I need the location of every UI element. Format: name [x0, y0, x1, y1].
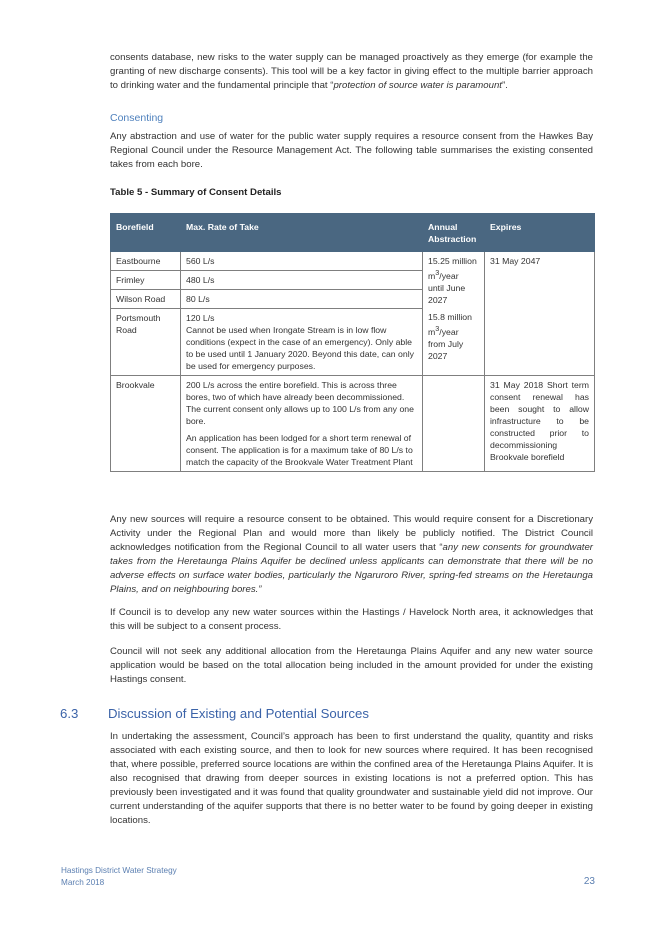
header-rate: Max. Rate of Take	[181, 214, 423, 252]
header-borefield: Borefield	[111, 214, 181, 252]
cell-annual: 15.25 million $m^3$/year until June 2027 15.8 million $m^3$/year from July 2027	[423, 252, 485, 376]
section-paragraph: In undertaking the assessment, Council’s approach has been to first understand the quality, quantity and risks associated with each existing source, and then to look for new sources where required. It has been recognised that, where possible, preferred source locations are within the confined area of the Heretaunga Plains Aquifer. It is also recognised that drawing from deeper sources in existing locations is not a preferred option. This has previously been investigated and it was found that quality groundwater and sustainable yield did not improve. Our current understanding of the aquifer supports that there is no better water to be found by going deeper in existing locations.	[110, 731, 593, 826]
consenting-heading: Consenting	[110, 112, 164, 124]
cell-rate: 560 L/s	[181, 252, 423, 271]
intro-quote: protection of source water is paramount	[333, 80, 502, 91]
consenting-paragraph: Any abstraction and use of water for the public water supply requires a resource consent from the Hawkes Bay Regional Council under the Resource Management Act. The following table summarises the existing consented takes from each bore.	[110, 131, 593, 170]
cell-rate: 80 L/s	[181, 290, 423, 309]
new-sources-paragraph	[110, 513, 593, 597]
section-title: Discussion of Existing and Potential Sources	[108, 706, 369, 721]
new-sources-quote: any new consents for groundwater takes from the Heretaunga Plains Aquifer be declined unless applicants can demonstrate that there will be no adverse effects on surface water bodies, particularly the Ngaruroro River, spring-fed streams on the Heretaunga Plains, and on neighbouring bores.”	[110, 542, 594, 595]
cell-rate: 120 L/s Cannot be used when Irongate Stream is in low flow conditions (expect in the case of an emergency). Only able to be used until 1 January 2020. Beyond this date, can only be used for emergency purposes.	[181, 309, 423, 376]
intro-paragraph	[110, 51, 593, 93]
intro-text: consents database, new risks to the water supply can be managed proactively as they emerge (for example the granting of new discharge consents). This tool will be a key factor in giving effect to the multiple barrier approach to drinking water and the fundamental principle that “	[110, 52, 593, 91]
header-expires: Expires	[485, 214, 595, 252]
section-number: 6.3	[60, 706, 79, 721]
cell-rate: 200 L/s across the entire borefield. This is across three bores, two of which have already been decommissioned. The current consent only allows up to 100 L/s from any one bore. An application has been lodged for a short term renewal of consent. The application is for a maximum take of 80 L/s to match the capacity of the Brookvale Water Treatment Plant	[181, 376, 423, 472]
intro-text-end: ”.	[501, 80, 508, 91]
table-header-row	[111, 214, 595, 252]
table-caption: Table 5 - Summary of Consent Details	[110, 187, 282, 198]
section-heading	[60, 706, 369, 721]
cell-rate: 480 L/s	[181, 271, 423, 290]
footer-date: March 2018	[61, 878, 105, 887]
hastings-paragraph: If Council is to develop any new water sources within the Hastings / Havelock North area, it acknowledges that this will be subject to a consent process.	[110, 607, 593, 632]
cell-borefield: Wilson Road	[111, 290, 181, 309]
table-row	[111, 376, 595, 472]
allocation-paragraph: Council will not seek any additional allocation from the Heretaunga Plains Aquifer and any new water source application would be based on the total allocation being included in the amount provided for under the existing Hastings consent.	[110, 646, 593, 685]
cell-annual-empty	[423, 376, 485, 472]
consent-table	[110, 213, 595, 472]
cell-borefield: Frimley	[111, 271, 181, 290]
page-number: 23	[583, 876, 595, 887]
cell-expires: 31 May 2047	[485, 252, 595, 376]
new-sources-text: Any new sources will require a resource consent to be obtained. This would require consent for a Discretionary Activity under the Regional Plan and would more than likely be publicly notified. The District Council acknowledges notification from the Regional Council to all water users that “	[110, 514, 593, 553]
cell-borefield: Portsmouth Road	[111, 309, 181, 376]
table-row	[111, 252, 595, 271]
cell-borefield: Eastbourne	[111, 252, 181, 271]
cell-expires: 31 May 2018 Short term consent renewal has been sought to allow infrastructure to be constructed prior to decommissioning Brookvale borefield	[485, 376, 595, 472]
cell-borefield: Brookvale	[111, 376, 181, 472]
footer-title: Hastings District Water Strategy	[61, 866, 177, 875]
header-annual: Annual Abstraction	[423, 214, 485, 252]
